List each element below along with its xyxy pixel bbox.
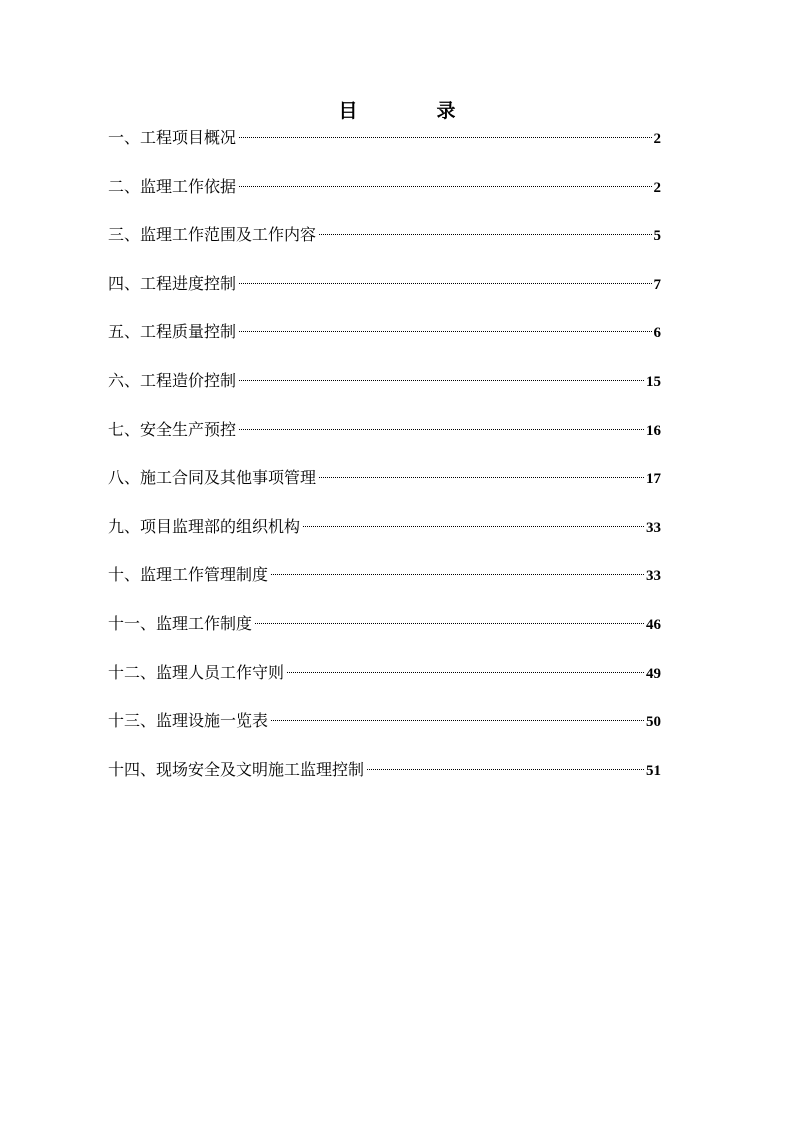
- toc-entry-label: 五、工程质量控制: [108, 322, 237, 342]
- toc-entry[interactable]: [108, 514, 661, 563]
- toc-entry[interactable]: [108, 174, 661, 223]
- toc-page-number: 7: [653, 276, 661, 293]
- toc-page-number: 51: [646, 762, 661, 779]
- toc-page-number: 6: [653, 325, 661, 342]
- toc-entry-label: 一、工程项目概况: [108, 128, 237, 147]
- toc-entry-label: 三、监理工作范围及工作内容: [108, 225, 317, 245]
- toc-dot-leader: [319, 477, 644, 478]
- toc-dot-leader: [287, 672, 644, 673]
- toc-dot-leader: [239, 186, 651, 187]
- toc-entry[interactable]: [108, 660, 661, 709]
- toc-entry[interactable]: [108, 708, 661, 757]
- toc-dot-leader: [239, 283, 651, 284]
- toc-page-number: 17: [646, 471, 661, 488]
- toc-dot-leader: [319, 234, 651, 235]
- toc-dot-leader: [255, 623, 644, 624]
- toc-dot-leader: [239, 380, 644, 381]
- toc-entry[interactable]: [108, 611, 661, 660]
- toc-entry[interactable]: [108, 368, 661, 417]
- toc-entry-label: 九、项目监理部的组织机构: [108, 516, 301, 536]
- toc-page-number: 15: [646, 373, 661, 390]
- toc-dot-leader: [367, 769, 644, 770]
- toc-page-number: 50: [646, 714, 661, 731]
- toc-title: 目 录: [338, 100, 486, 122]
- toc-dot-leader: [303, 526, 644, 527]
- toc-entry[interactable]: [108, 319, 661, 368]
- toc-dot-leader: [239, 331, 651, 332]
- toc-page-number: 33: [646, 568, 661, 585]
- toc-dot-leader: [239, 429, 644, 430]
- toc-entry-label: 十二、监理人员工作守则: [108, 662, 285, 682]
- toc-dot-leader: [271, 720, 644, 721]
- toc-page-number: 5: [653, 228, 661, 245]
- toc-dot-leader: [271, 574, 644, 575]
- toc-page-number: 33: [646, 519, 661, 536]
- toc-entry[interactable]: [108, 562, 661, 611]
- toc-entry-label: 二、监理工作依据: [108, 176, 237, 196]
- toc-page-number: 46: [646, 616, 661, 633]
- toc-entry-label: 十三、监理设施一览表: [108, 711, 269, 731]
- toc-page-number: 49: [646, 665, 661, 682]
- toc-entry[interactable]: [108, 125, 661, 174]
- toc-entry-label: 七、安全生产预控: [108, 419, 237, 439]
- toc-page-number: 2: [653, 131, 661, 147]
- toc-entry-label: 十、监理工作管理制度: [108, 565, 269, 585]
- toc-entry[interactable]: [108, 465, 661, 514]
- toc-entry[interactable]: [108, 271, 661, 320]
- toc-entry-label: 八、施工合同及其他事项管理: [108, 468, 317, 488]
- toc-page-number: 16: [646, 422, 661, 439]
- toc-entry-label: 六、工程造价控制: [108, 370, 237, 390]
- toc-entry-label: 十一、监理工作制度: [108, 613, 253, 633]
- toc-entry-label: 四、工程进度控制: [108, 273, 237, 293]
- toc-entry[interactable]: [108, 417, 661, 466]
- toc-list: [108, 125, 661, 805]
- toc-entry[interactable]: [108, 757, 661, 806]
- toc-dot-leader: [239, 137, 651, 138]
- toc-entry[interactable]: [108, 222, 661, 271]
- toc-entry-label: 十四、现场安全及文明施工监理控制: [108, 759, 365, 779]
- toc-page-number: 2: [653, 179, 661, 196]
